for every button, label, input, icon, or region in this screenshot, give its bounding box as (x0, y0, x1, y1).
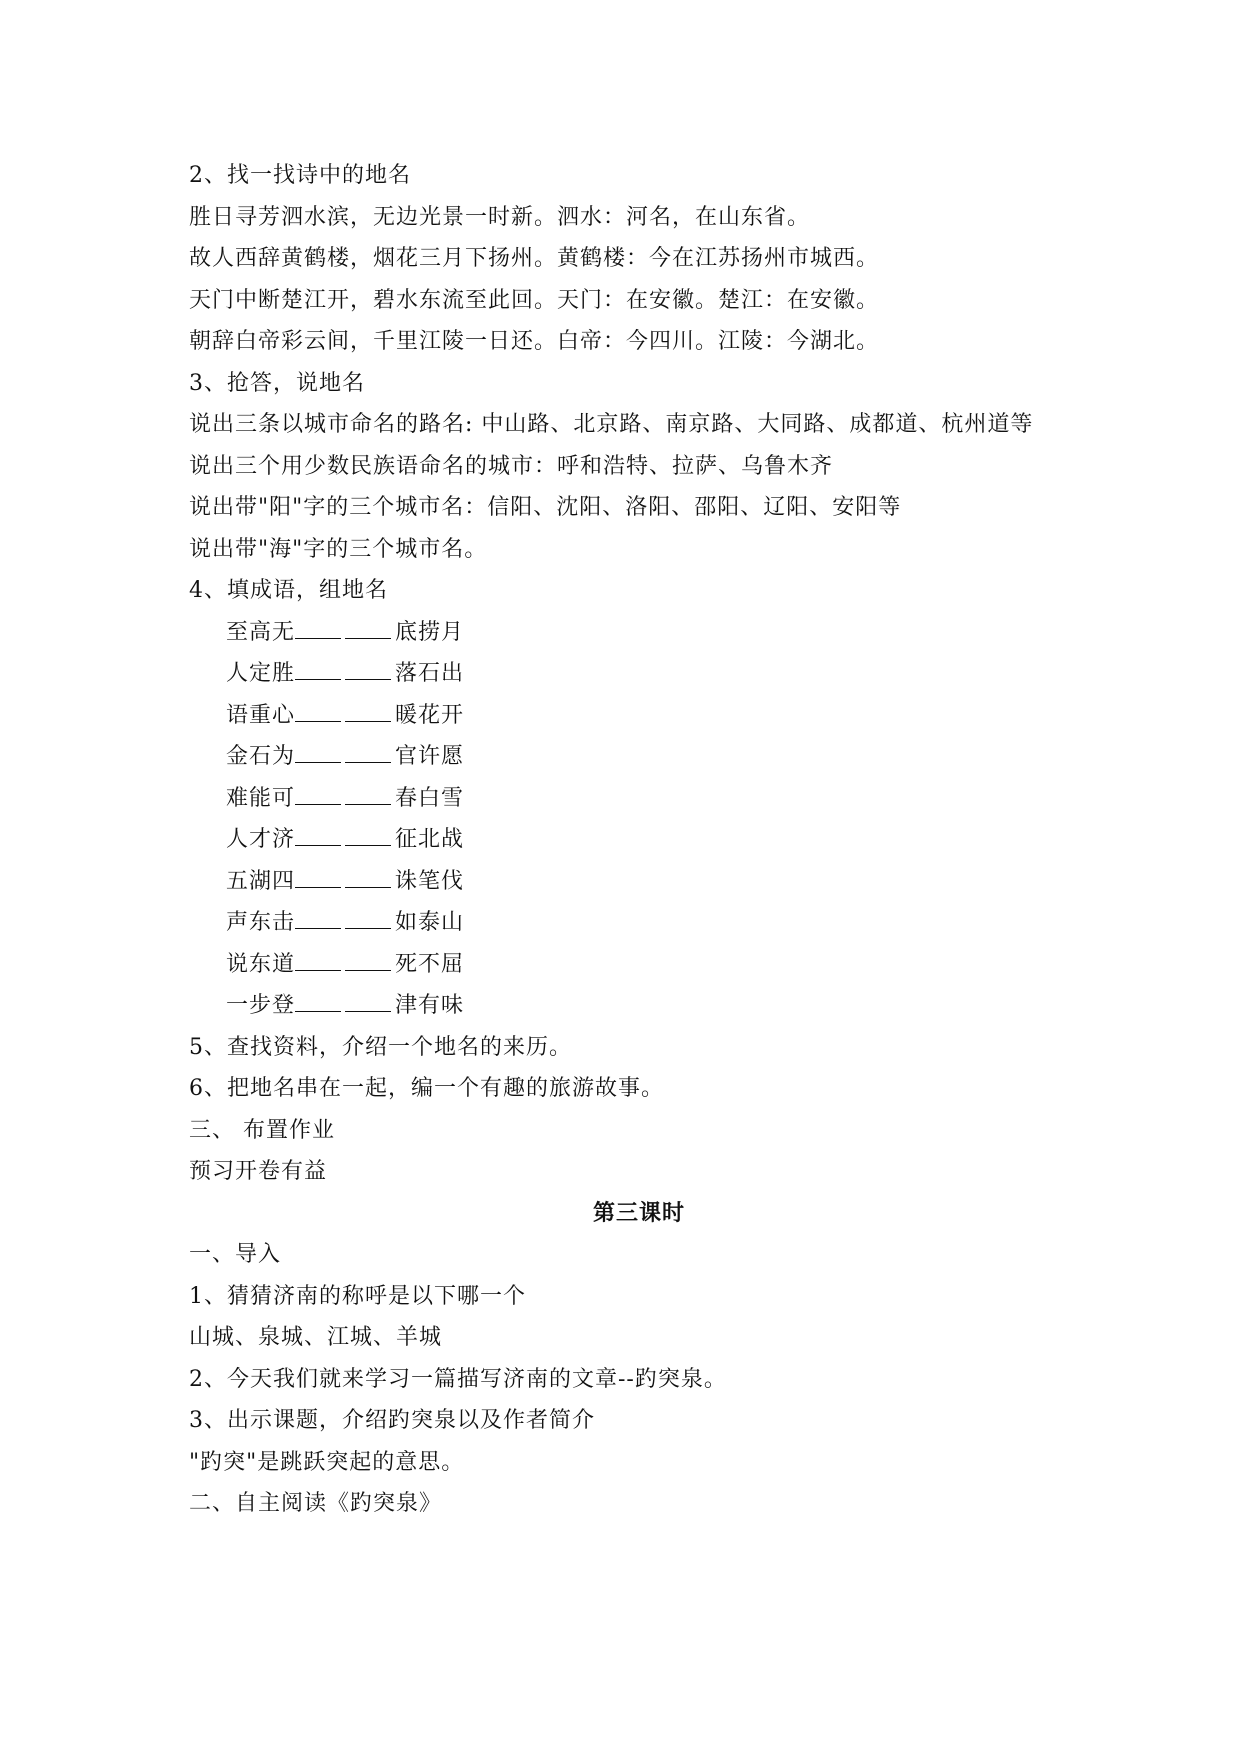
idiom-right: 津有味 (395, 993, 465, 1018)
blank-line (345, 701, 391, 722)
blank-line (345, 784, 391, 805)
idiom-left: 语重心 (226, 702, 296, 728)
blank-line (295, 908, 341, 929)
blank-line (295, 742, 341, 763)
idiom-right: 征北战 (395, 827, 465, 852)
idiom-row (189, 902, 1069, 944)
idiom-left: 说东道 (226, 951, 296, 977)
blank-line (295, 825, 341, 846)
blank-line (295, 867, 341, 888)
poem-line: 朝辞白帝彩云间，千里江陵一日还。白帝：今四川。江陵：今湖北。 (189, 329, 880, 354)
blank-line (345, 825, 391, 846)
blank-line (295, 950, 341, 971)
idiom-right: 底捞月 (395, 619, 465, 645)
idiom-row (189, 736, 1069, 778)
blank-line (345, 950, 391, 971)
idiom-right: 诛笔伐 (395, 868, 465, 894)
idiom-right: 死不屈 (395, 951, 465, 977)
intro-title: 一、导入 (189, 1242, 282, 1267)
idiom-right: 如泰山 (395, 910, 465, 935)
section-title-research: 5、查找资料，介绍一个地名的来历。 (189, 1034, 572, 1060)
idiom-row (189, 612, 1069, 654)
idiom-right: 官许愿 (395, 744, 465, 769)
idiom-left: 金石为 (226, 744, 296, 769)
section-title-idioms: 4、填成语，组地名 (189, 578, 388, 603)
poem-line: 天门中断楚江开，碧水东流至此回。天门：在安徽。楚江：在安徽。 (189, 287, 880, 313)
idiom-row (189, 985, 1069, 1027)
blank-line (295, 618, 341, 639)
blank-line (295, 784, 341, 805)
blank-line (295, 659, 341, 680)
blank-line (295, 701, 341, 722)
idiom-left: 人定胜 (226, 661, 296, 686)
homework-title: 三、 布置作业 (189, 1117, 335, 1143)
poem-line: 胜日寻芳泗水滨，无边光景一时新。泗水：河名，在山东省。 (189, 204, 811, 230)
idiom-left: 五湖四 (226, 868, 296, 894)
quiz-line: 说出带"阳"字的三个城市名：信阳、沈阳、洛阳、邵阳、辽阳、安阳等 (189, 495, 902, 520)
section-title-quick-answer: 3、抢答，说地名 (189, 370, 365, 396)
blank-line (345, 991, 391, 1012)
idiom-right: 暖花开 (395, 702, 465, 728)
idiom-left: 声东击 (226, 910, 296, 935)
idiom-row (189, 778, 1069, 820)
idiom-left: 难能可 (226, 785, 296, 811)
idiom-left: 至高无 (226, 619, 296, 645)
idiom-right: 落石出 (395, 661, 465, 686)
blank-line (295, 991, 341, 1012)
document-body (189, 155, 1069, 1525)
intro-question: 1、猜猜济南的称呼是以下哪一个 (189, 1283, 526, 1309)
intro-question: 3、出示课题，介绍趵突泉以及作者简介 (189, 1408, 595, 1433)
blank-line (345, 742, 391, 763)
homework-text: 预习开卷有益 (189, 1159, 328, 1184)
blank-line (345, 659, 391, 680)
idiom-row (189, 695, 1069, 737)
idiom-row (189, 819, 1069, 861)
blank-line (345, 867, 391, 888)
intro-options: 山城、泉城、江城、羊城 (189, 1325, 443, 1350)
idiom-left: 人才济 (226, 827, 296, 852)
reading-title: 二、自主阅读《趵突泉》 (189, 1491, 443, 1516)
poem-line: 故人西辞黄鹤楼，烟花三月下扬州。黄鹤楼：今在江苏扬州市城西。 (189, 246, 880, 271)
intro-note: "趵突"是跳跃突起的意思。 (189, 1449, 465, 1475)
lesson-heading: 第三课时 (592, 1200, 685, 1226)
idiom-row (189, 861, 1069, 903)
idiom-right: 春白雪 (395, 785, 465, 811)
section-title-story: 6、把地名串在一起，编一个有趣的旅游故事。 (189, 1076, 664, 1101)
idiom-left: 一步登 (226, 993, 296, 1018)
quiz-line: 说出三条以城市命名的路名: 中山路、北京路、南京路、大同路、成都道、杭州道等 (189, 412, 1034, 437)
quiz-line: 说出带"海"字的三个城市名。 (189, 536, 488, 562)
intro-question: 2、今天我们就来学习一篇描写济南的文章--趵突泉。 (189, 1366, 727, 1392)
idiom-row (189, 944, 1069, 986)
section-title-find-place-names: 2、找一找诗中的地名 (189, 163, 411, 188)
quiz-line: 说出三个用少数民族语命名的城市：呼和浩特、拉萨、乌鲁木齐 (189, 453, 834, 479)
blank-line (345, 618, 391, 639)
idiom-row (189, 653, 1069, 695)
blank-line (345, 908, 391, 929)
